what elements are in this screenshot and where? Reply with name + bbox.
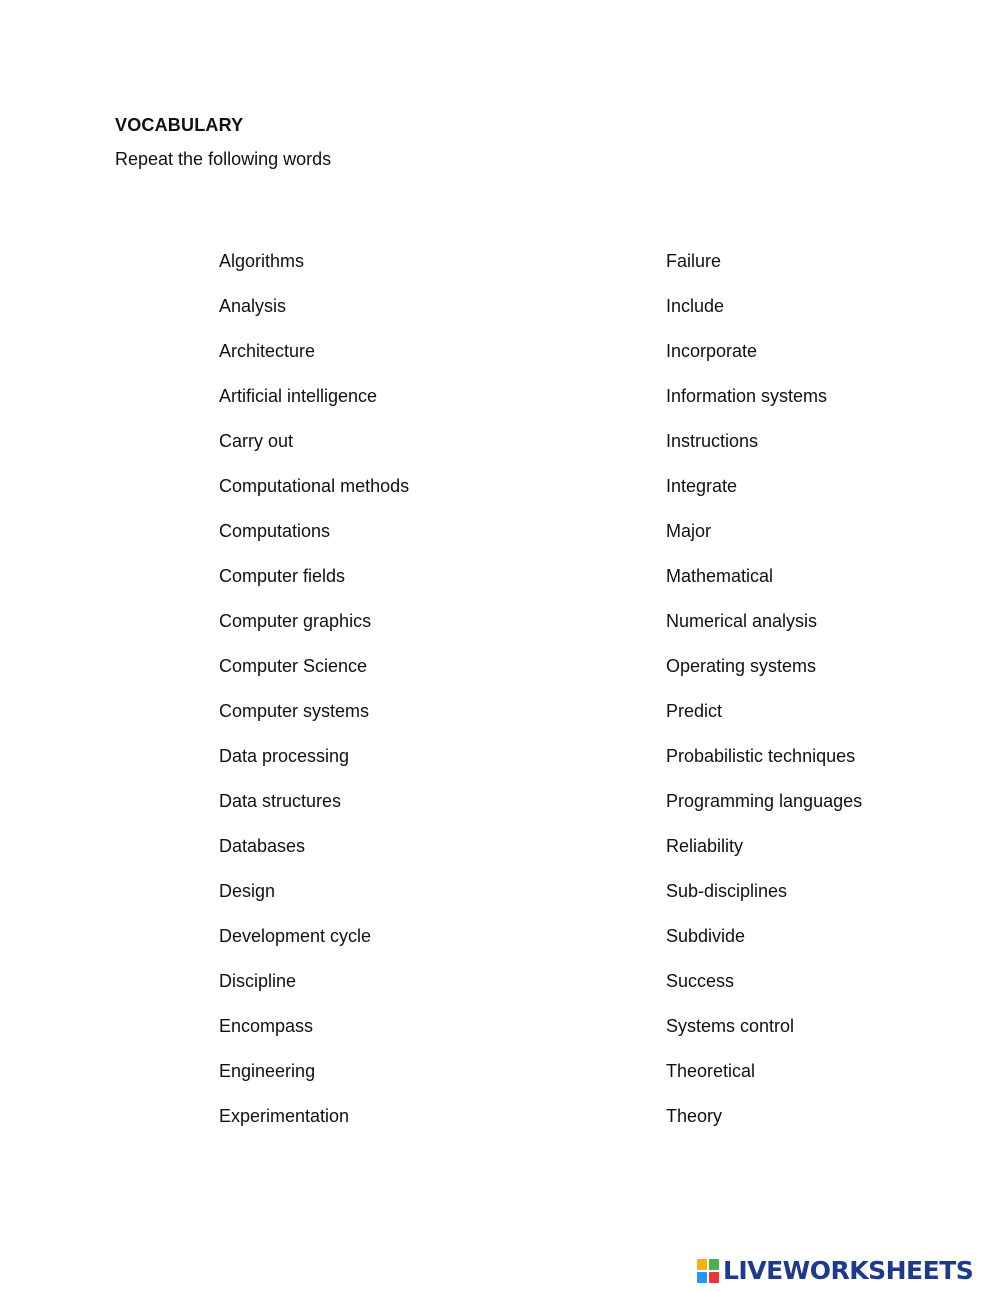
instruction-text: Repeat the following words	[115, 149, 332, 169]
vocab-word: Theoretical	[666, 1061, 756, 1081]
vocab-word: Failure	[666, 251, 722, 271]
vocab-word: Databases	[219, 836, 306, 856]
vocab-word: Discipline	[219, 971, 297, 991]
vocab-word: Operating systems	[666, 656, 817, 676]
vocab-word: Architecture	[219, 341, 316, 361]
vocab-word: Programming languages	[666, 791, 863, 811]
vocab-word: Artificial intelligence	[219, 386, 378, 406]
vocab-word: Include	[666, 296, 725, 316]
vocab-word: Predict	[666, 701, 723, 721]
word-list-left	[219, 250, 409, 1150]
vocab-word: Probabilistic techniques	[666, 746, 856, 766]
vocab-word: Systems control	[666, 1016, 795, 1036]
logo-block-yellow	[697, 1259, 707, 1270]
vocab-word: Data structures	[219, 791, 342, 811]
vocab-word: Computer fields	[219, 566, 346, 586]
vocab-word: Theory	[666, 1106, 723, 1126]
vocab-word: Mathematical	[666, 566, 774, 586]
word-list-right	[666, 250, 862, 1150]
vocab-word: Reliability	[666, 836, 744, 856]
vocab-word: Data processing	[219, 746, 350, 766]
vocab-word: Major	[666, 521, 712, 541]
vocabulary-heading: VOCABULARY	[115, 115, 244, 135]
logo-text: LIVEWORKSHEETS	[723, 1256, 974, 1285]
vocab-word: Development cycle	[219, 926, 372, 946]
vocab-word: Design	[219, 881, 276, 901]
vocab-word: Algorithms	[219, 251, 305, 271]
vocab-word: Incorporate	[666, 341, 758, 361]
vocab-word: Analysis	[219, 296, 287, 316]
liveworksheets-logo	[697, 1256, 973, 1286]
vocab-word: Computer systems	[219, 701, 370, 721]
vocab-word: Subdivide	[666, 926, 746, 946]
vocab-word: Encompass	[219, 1016, 314, 1036]
vocab-word: Numerical analysis	[666, 611, 818, 631]
logo-block-blue	[697, 1272, 707, 1283]
vocab-word: Information systems	[666, 386, 828, 406]
vocab-word: Computer graphics	[219, 611, 372, 631]
logo-blocks-icon	[697, 1259, 719, 1283]
vocab-word: Instructions	[666, 431, 759, 451]
logo-block-red	[709, 1272, 719, 1283]
vocab-word: Engineering	[219, 1061, 316, 1081]
vocab-word: Computational methods	[219, 476, 410, 496]
vocab-word: Success	[666, 971, 735, 991]
vocab-word: Carry out	[219, 431, 294, 451]
vocab-word: Computations	[219, 521, 331, 541]
vocab-word: Computer Science	[219, 656, 368, 676]
vocab-word: Experimentation	[219, 1106, 350, 1126]
vocab-word: Integrate	[666, 476, 738, 496]
logo-block-green	[709, 1259, 719, 1270]
vocab-word: Sub-disciplines	[666, 881, 788, 901]
